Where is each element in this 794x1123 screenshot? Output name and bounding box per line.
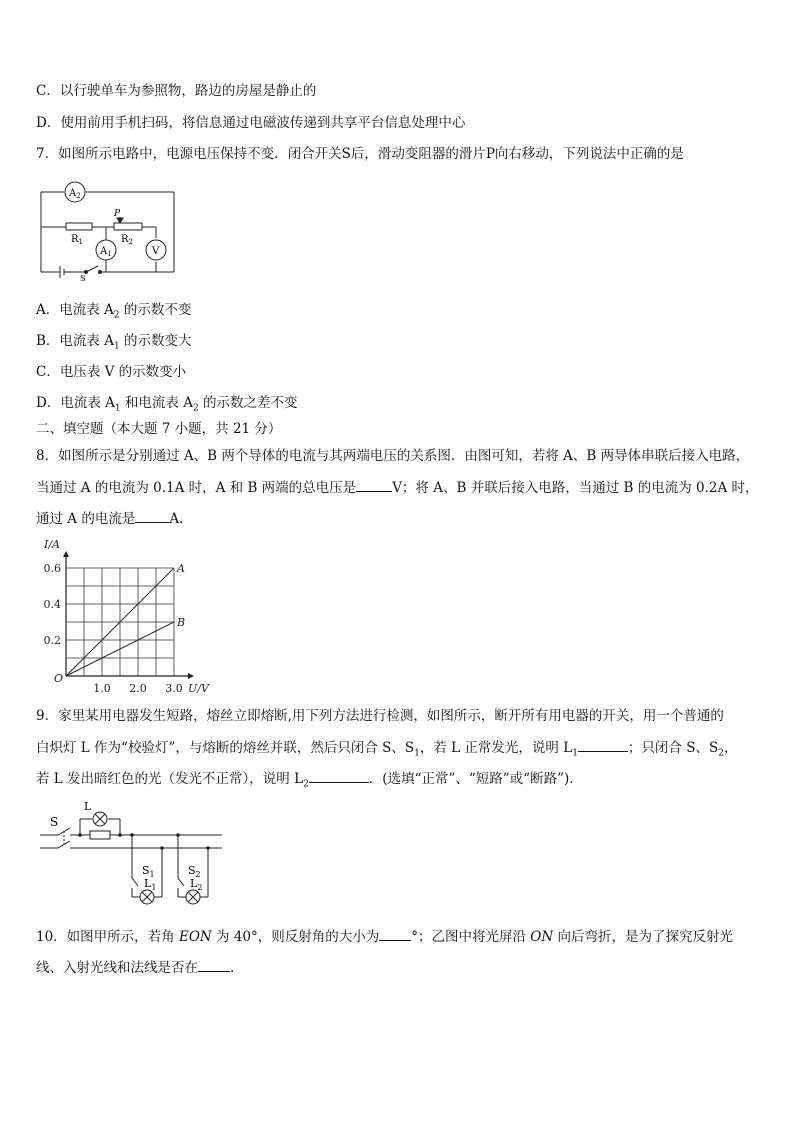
q6-option-d: D．使用前用手机扫码，将信息通过电磁波传递到共享平台信息处理中心: [36, 115, 466, 131]
q7-stem: 7．如图所示电路中，电源电压保持不变．闭合开关S后，滑动变阻器的滑片P向右移动，下列说法中正确的是: [36, 146, 684, 162]
q6-option-c: C．以行驶单车为参照物，路边的房屋是静止的: [36, 83, 317, 99]
q9-blank-1[interactable]: [578, 739, 628, 752]
y-tick-label: 0.4: [43, 598, 61, 611]
q10-line-1: 10．如图甲所示，若角 EON 为 40°，则反射角的大小为 °；乙图中将光屏沿 ON 向后弯折，是为了探究反射光: [36, 929, 733, 945]
q8-blank-1[interactable]: [356, 479, 392, 492]
q10-blank-1[interactable]: [379, 928, 411, 941]
s-label: S: [80, 274, 86, 282]
r2-label: $R_2$: [121, 234, 133, 246]
q7-option-a: A．电流表 $A_2$ 的示数不变: [36, 302, 192, 321]
r1-label: $R_1$: [71, 234, 83, 246]
q7-option-b: B．电流表 $A_1$ 的示数变大: [36, 333, 192, 352]
x-tick-label: 1.0: [93, 682, 111, 695]
q7-option-c: C．电压表 V 的示数变小: [36, 364, 187, 380]
s2-label: $S_2$: [188, 864, 201, 879]
y-axis-arrow: [63, 551, 69, 557]
a1-label: $A_1$: [100, 246, 112, 258]
x-tick-label: 2.0: [129, 682, 147, 695]
section-heading: 二、填空题（本大题 7 小题，共 21 分）: [36, 421, 282, 437]
q8-line-1: 8．如图所示是分别通过 A、B 两个导体的电流与其两端电压的关系图．由图可知，若将 A、B 两导体串联后接入电路，: [36, 448, 750, 464]
q10-blank-2[interactable]: [198, 959, 230, 972]
q8-blank-2[interactable]: [135, 510, 169, 523]
q7-circuit-diagram: [36, 180, 178, 282]
q9-line-2: 白炽灯 L 作为“校验灯”，与熔断的熔丝并联，然后只闭合 S、$S_1$，若 L 正常发光，说明 $L_1$ ；只闭合 S、$S_2$，: [36, 740, 738, 759]
x-axis-arrow: [188, 673, 194, 679]
a2-label: $A_2$: [69, 188, 81, 200]
q9-wiring-diagram: [36, 798, 232, 910]
q9-line-1: 9．家里某用电器发生短路，熔丝立即熔断,用下列方法进行检测，如图所示，断开所有用电器的开关，用一个普通的: [36, 708, 724, 724]
x-axis-label: U/V: [188, 682, 209, 695]
y-tick-label: 0.2: [43, 634, 61, 647]
y-axis-label: I/A: [44, 538, 60, 551]
v-label: V: [152, 246, 160, 257]
l-label: L: [84, 800, 92, 813]
origin-label: O: [54, 672, 64, 685]
iv-chart: [36, 538, 232, 696]
q8-line-2: 当通过 A 的电流为 0.1A 时，A 和 B 两端的总电压是 V；将 A、B 并联后接入电路，当通过 B 的电流为 0.2A 时，: [36, 480, 759, 496]
l1-label: $L_1$: [144, 877, 157, 892]
p-label: P: [114, 209, 121, 219]
q7-option-d: D．电流表 $A_1$ 和电流表 $A_2$ 的示数之差不变: [36, 395, 298, 414]
q10-line-2: 线、入射光线和法线是否在 .: [36, 960, 235, 976]
s1-label: $S_1$: [142, 864, 155, 879]
s-switch-label: S: [50, 815, 59, 829]
y-tick-label: 0.6: [43, 562, 61, 575]
q9-line-3: 若 L 发出暗红色的光（发光不正常），说明 $L_2$ ．(选填“正常”、“短路”或“断路”)．: [36, 771, 583, 790]
q8-line-3: 通过 A 的电流是 A.: [36, 511, 184, 527]
x-tick-label: 3.0: [165, 682, 183, 695]
q9-blank-2[interactable]: [309, 770, 369, 783]
l2-label: $L_2$: [190, 877, 203, 892]
series-label-b: B: [177, 616, 186, 629]
series-label-a: A: [177, 562, 185, 575]
